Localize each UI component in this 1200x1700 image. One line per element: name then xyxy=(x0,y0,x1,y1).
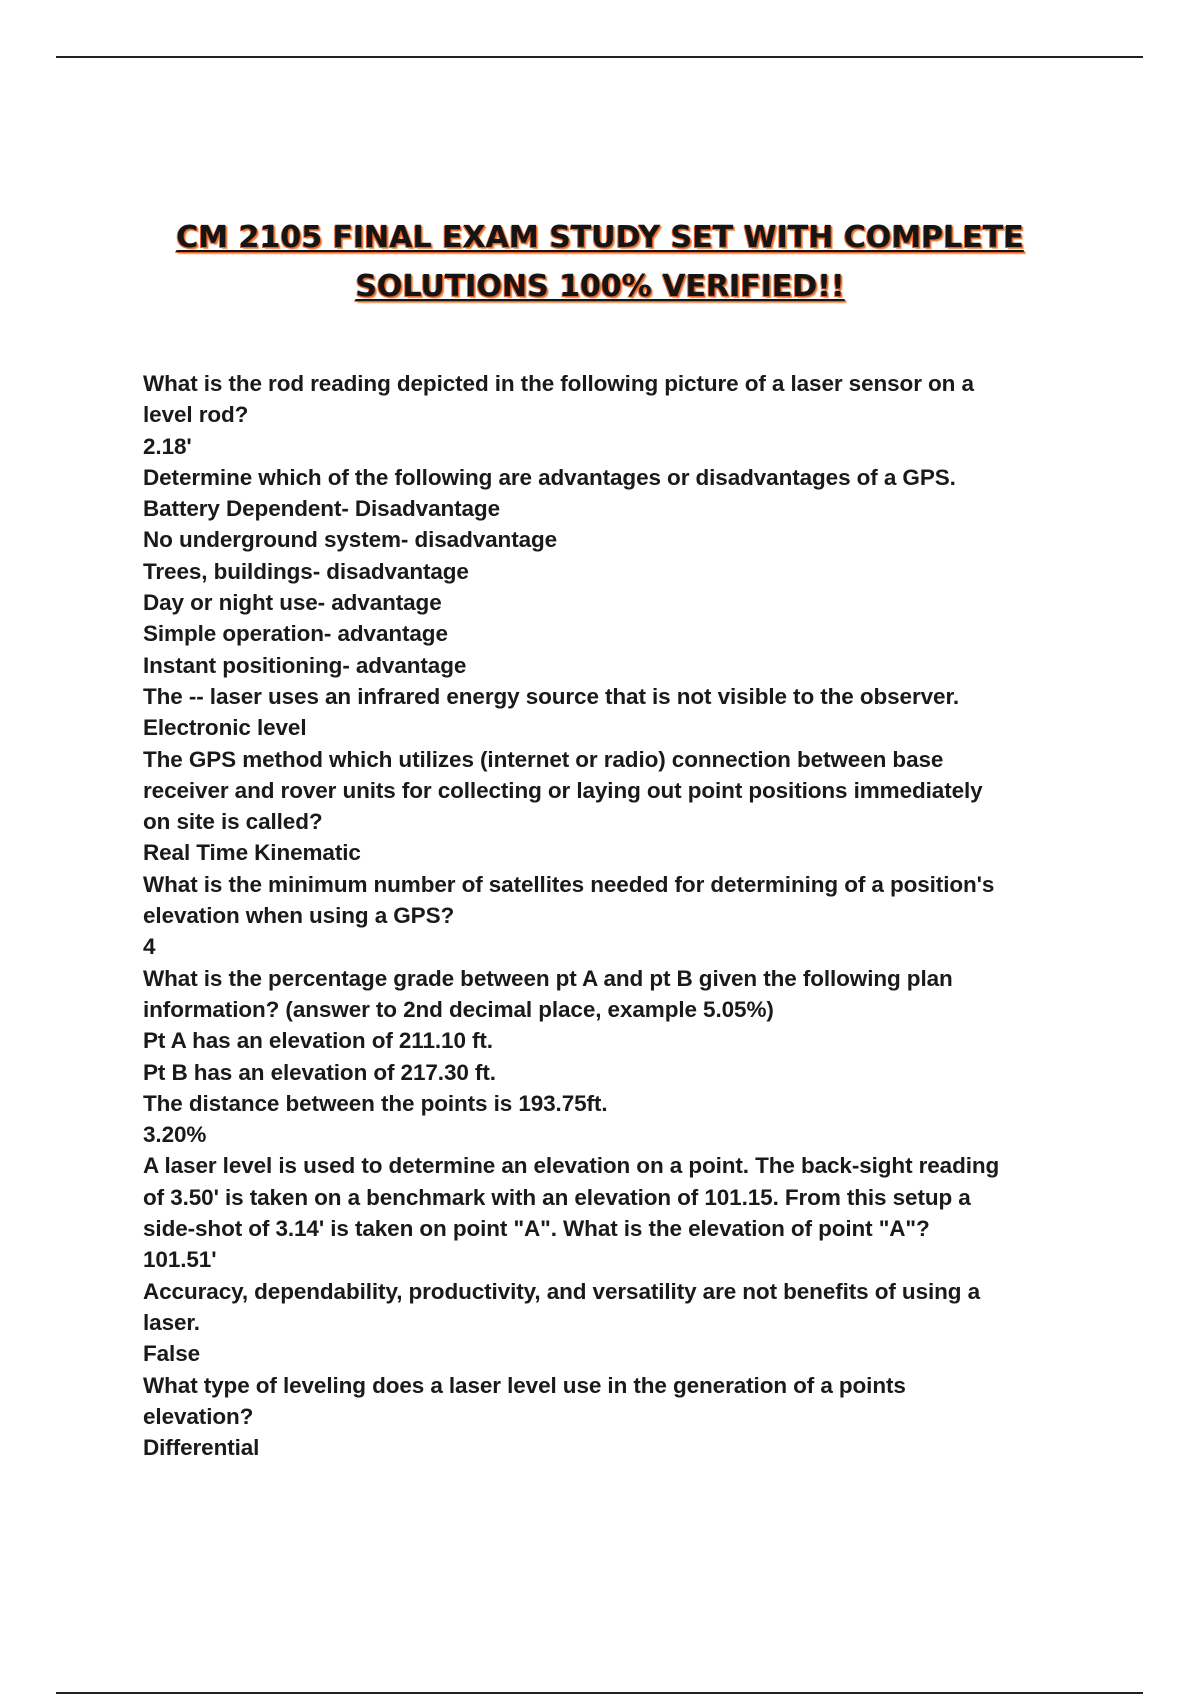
text-line: A laser level is used to determine an elevation on a point. The back-sight reading xyxy=(143,1153,1000,1179)
text-line: 3.20% xyxy=(143,1122,207,1148)
text-line: False xyxy=(143,1341,201,1367)
text-line: Simple operation- advantage xyxy=(143,621,448,647)
document-body xyxy=(143,368,1063,1463)
text-line: laser. xyxy=(143,1309,200,1335)
text-line: The GPS method which utilizes (internet or radio) connection between base xyxy=(143,746,944,772)
text-line: on site is called? xyxy=(143,809,323,835)
text-line: receiver and rover units for collecting or laying out point positions immediately xyxy=(143,777,983,803)
text-line: of 3.50' is taken on a benchmark with an elevation of 101.15. From this setup a xyxy=(143,1184,971,1210)
text-line: No underground system- disadvantage xyxy=(143,527,558,553)
text-line: 101.51' xyxy=(143,1247,217,1273)
text-line: 2.18' xyxy=(143,433,192,459)
text-line: side-shot of 3.14' is taken on point "A". What is the elevation of point "A"? xyxy=(143,1216,930,1242)
text-line: level rod? xyxy=(143,402,249,428)
text-line: Real Time Kinematic xyxy=(143,840,361,866)
text-line: The distance between the points is 193.75ft. xyxy=(143,1090,608,1116)
text-line: Accuracy, dependability, productivity, and versatility are not benefits of using a xyxy=(143,1278,980,1304)
text-line: Instant positioning- advantage xyxy=(143,652,467,678)
text-line: What is the rod reading depicted in the following picture of a laser sensor on a xyxy=(143,371,974,396)
text-line: Determine which of the following are advantages or disadvantages of a GPS. xyxy=(143,464,956,490)
text-line: elevation when using a GPS? xyxy=(143,903,455,929)
text-line: Pt A has an elevation of 211.10 ft. xyxy=(143,1028,493,1054)
footer-rule xyxy=(56,1692,1143,1694)
text-line: Pt B has an elevation of 217.30 ft. xyxy=(143,1059,496,1085)
text-line: elevation? xyxy=(143,1403,254,1429)
text-line: What is the percentage grade between pt A and pt B given the following plan xyxy=(143,965,953,991)
title-line: CM 2105 FINAL EXAM STUDY SET WITH COMPLETE xyxy=(176,220,1024,255)
text-line: Trees, buildings- disadvantage xyxy=(143,558,469,584)
text-line: The -- laser uses an infrared energy source that is not visible to the observer. xyxy=(143,683,960,709)
text-line: Day or night use- advantage xyxy=(143,590,442,616)
text-line: Differential xyxy=(143,1435,260,1461)
document-title xyxy=(0,213,1200,311)
text-line: Electronic level xyxy=(143,715,307,741)
text-line: 4 xyxy=(143,934,156,960)
text-line: information? (answer to 2nd decimal place, example 5.05%) xyxy=(143,996,774,1022)
text-line: Battery Dependent- Disadvantage xyxy=(143,496,500,522)
header-rule xyxy=(56,56,1143,58)
title-line: SOLUTIONS 100% VERIFIED!! xyxy=(355,269,845,304)
text-line: What type of leveling does a laser level use in the generation of a points xyxy=(143,1372,906,1398)
text-line: What is the minimum number of satellites needed for determining of a position's xyxy=(143,871,995,897)
